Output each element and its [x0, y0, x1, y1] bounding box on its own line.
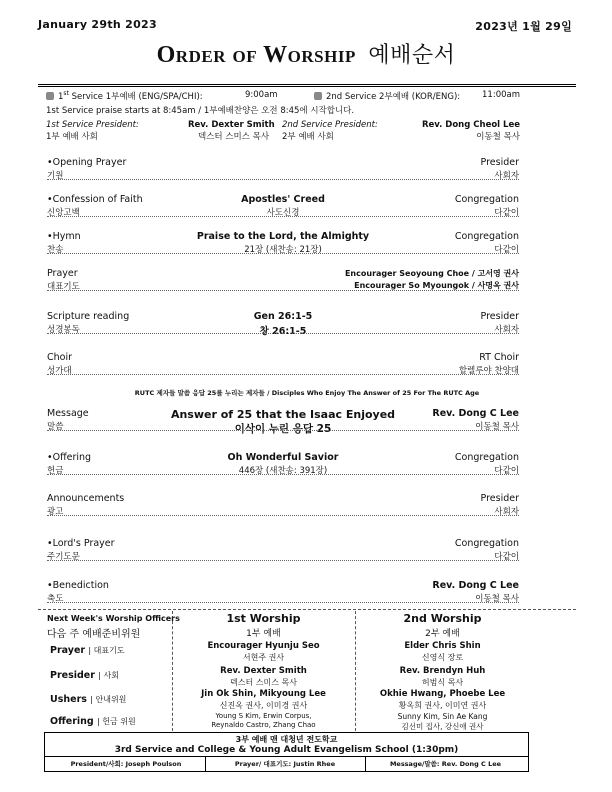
- officers-ushers-1: Jin Ok Shin, Mikyoung Lee: [201, 689, 326, 699]
- officers-col-1-ko: 1부 예배: [246, 629, 281, 639]
- title-w: W: [263, 42, 288, 68]
- first-president-name-ko: 덱스터 스미스 목사: [198, 132, 270, 142]
- header-rule-2: [38, 86, 576, 87]
- officers-offering-1-line2: Reynaldo Castro, Zhang Chao: [211, 721, 316, 729]
- officers-prayer-1-ko: 서현주 권사: [242, 653, 285, 662]
- second-president-name: Rev. Dong Cheol Lee: [421, 120, 520, 130]
- dotted-leader: [47, 290, 519, 291]
- order-item-lords-prayer: •Lord's Prayer 주기도문 Congregation 다같이: [47, 538, 519, 562]
- officers-col-2: 2nd Worship: [403, 612, 482, 625]
- order-item-message: Message 말씀 Answer of 25 that the Isaac Enjoyed 이삭이 누린 응답 25 Rev. Dong C Lee 이동철 목사: [47, 408, 519, 435]
- page-title: [0, 38, 612, 69]
- officers-presider-1: Rev. Dexter Smith: [220, 666, 307, 676]
- officers-offering-1: Young S Kim, Erwin Corpus,: [215, 712, 312, 720]
- second-service-label: 2nd Service 2부예배 (KOR/ENG):: [314, 90, 460, 102]
- order-item-announcements: Announcements 광고 Presider 사회자: [47, 493, 519, 517]
- officers-col-2-ko: 2부 예배: [425, 629, 460, 639]
- officers-prayer-1: Encourager Hyunju Seo: [207, 641, 320, 651]
- date-korean: 2023년 1월 29일: [475, 20, 572, 33]
- officers-presider-2-ko: 허범식 목사: [421, 678, 464, 687]
- header-rule: [38, 84, 576, 85]
- dotted-leader: [47, 515, 519, 516]
- officers-offering-2: Sunny Kim, Sin Ae Kang: [397, 712, 488, 721]
- officers-title-ko: 다음 주 예배준비위원: [47, 629, 141, 640]
- third-service-title: 3rd Service and College & Young Adult Evangelism School (1:30pm): [114, 745, 459, 755]
- order-item-opening-prayer: •Opening Prayer 기원 Presider 사회자: [47, 157, 519, 181]
- dotted-leader: [47, 333, 519, 334]
- officers-rule: [38, 609, 576, 610]
- officers-prayer-2-ko: 신영식 장로: [421, 653, 464, 662]
- officers-row-ushers-label: Ushers | 안내위원: [50, 694, 127, 705]
- order-item-confession: •Confession of Faith 신앙고백 Apostles' Creed 사도신경 Congregation 다같이: [47, 194, 519, 218]
- second-president-name-ko: 이동철 목사: [476, 132, 520, 142]
- third-service-message: Message/말씀: Rev. Dong C Lee: [389, 760, 502, 768]
- officers-offering-2-ko: 김선미 집사, 강신애 권사: [401, 722, 484, 731]
- praise-note: 1st Service praise starts at 8:45am / 1부예배찬양은 오전 8:45에 시작합니다.: [46, 106, 355, 116]
- dotted-leader: [47, 253, 519, 254]
- book-icon: [314, 92, 322, 100]
- officers-col-1: 1st Worship: [226, 612, 301, 625]
- order-item-scripture: Scripture reading 성경봉독 Gen 26:1-5 창 26:1-5 Presider 사회자: [47, 311, 519, 337]
- officers-row-offering-label: Offering | 헌금 위원: [50, 716, 136, 727]
- officers-ushers-1-ko: 신진옥 권사, 이미경 권사: [219, 701, 308, 710]
- dotted-leader: [47, 474, 519, 475]
- second-service-time: 11:00am: [482, 90, 520, 100]
- third-service-title-ko: 3부 예배 맨 대청년 전도학교: [235, 735, 338, 744]
- title-o: O: [156, 42, 176, 68]
- officers-prayer-2: Elder Chris Shin: [404, 641, 481, 651]
- third-service-president: President/사회: Joseph Poulson: [70, 760, 182, 768]
- order-item-benediction: •Benediction 축도 Rev. Dong C Lee 이동철 목사: [47, 580, 519, 604]
- third-service-box: [44, 732, 529, 772]
- order-item-choir: Choir 성가대 RT Choir 할렐루야 찬양대: [47, 352, 519, 376]
- title-korean: 예배순서: [368, 43, 456, 68]
- date-english: January 29th 2023: [38, 18, 157, 31]
- book-icon: [46, 92, 54, 100]
- officers-row-prayer-label: Prayer | 대표기도: [50, 645, 125, 656]
- first-president-name: Rev. Dexter Smith: [188, 120, 275, 130]
- first-service-label: 1st Service 1부예배 (ENG/SPA/CHI):: [46, 90, 203, 102]
- second-president-label-ko: 2부 예배 사회: [282, 132, 334, 142]
- first-president-label-ko: 1부 예배 사회: [46, 132, 98, 142]
- dotted-leader: [47, 216, 519, 217]
- rutc-note: RUTC 제자들 말씀 응답 25를 누리는 제자들 / Disciples Who Enjoy The Answer of 25 For The RUTC Age: [134, 389, 480, 397]
- officers-row-presider-label: Presider | 사회: [50, 670, 119, 681]
- dotted-leader: [47, 374, 519, 375]
- officers-presider-1-ko: 덱스터 스미스 목사: [230, 678, 297, 687]
- order-item-prayer: Prayer 대표기도 Encourager Seoyoung Choe / 고서영 권사 Encourager So Myoungok / 사명옥 권사: [47, 268, 519, 292]
- third-service-prayer: Prayer/ 대표기도: Justin Rhee: [234, 760, 336, 768]
- order-item-offering: •Offering 헌금 Oh Wonderful Savior 446장 (새찬송: 391장) Congregation 다같이: [47, 452, 519, 476]
- title-of: OF: [232, 47, 258, 66]
- officers-ushers-2-ko: 황옥희 권사, 이미연 권사: [398, 701, 487, 710]
- dotted-leader: [47, 602, 519, 603]
- second-president-label: 2nd Service President:: [282, 120, 378, 130]
- first-service-time: 9:00am: [245, 90, 278, 100]
- title-rder: RDER: [175, 47, 226, 66]
- title-orship: ORSHIP: [287, 47, 356, 66]
- dotted-leader: [47, 560, 519, 561]
- order-item-hymn: •Hymn 찬송 Praise to the Lord, the Almighty 21장 (새찬송: 21장) Congregation 다같이: [47, 231, 519, 255]
- dotted-leader: [47, 179, 519, 180]
- officers-title: Next Week's Worship Officers: [47, 614, 180, 623]
- footer-divider: [45, 756, 528, 757]
- officers-presider-2: Rev. Brendyn Huh: [399, 666, 486, 676]
- officers-ushers-2: Okhie Hwang, Phoebe Lee: [379, 689, 506, 699]
- first-president-label: 1st Service President:: [46, 120, 139, 130]
- dotted-leader: [47, 430, 519, 431]
